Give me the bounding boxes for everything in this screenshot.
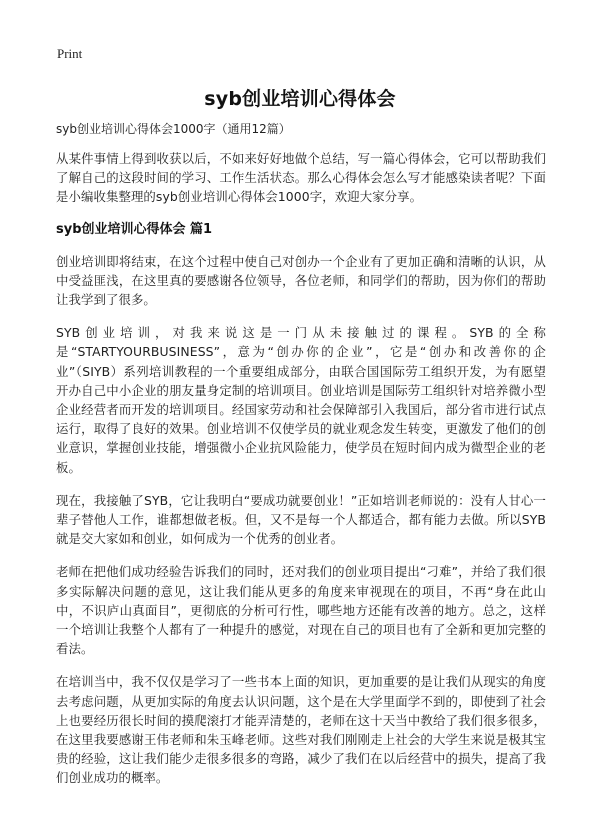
body-paragraph: SYB创业培训，对我来说这是一门从未接触过的课程。SYB的全称是“STARTYOURBUSINESS”，意为“创办你的企业”，它是“创办和改善你的企业”（SIYB）系列培训教程的一个重要组成部分，由联合国国际劳工组织开发，为有愿望开办自己中小企业的朋友量身定制的培训项目。创业培训是国际劳工组织针对培养微小型企业经营者而开发的培训项目。经国家劳动和社会保障部引入我国后，部分省市进行试点运行，取得了良好的效果。创业培训不仅使学员的就业观念发生转变，更激发了他们的创业意识，掌握创业技能，增强微小企业抗风险能力，使学员在短时间内成为微型企业的老板。 — [56, 325, 546, 475]
body-paragraph: 创业培训即将结束，在这个过程中使自己对创办一个企业有了更加正确和清晰的认识，从中受益匪浅，在这里真的要感谢各位领导，各位老师，和同学们的帮助，因为你们的帮助让我学到了很多。 — [56, 253, 546, 308]
print-link[interactable]: Print — [57, 46, 83, 61]
body-paragraph: 老师在把他们成功经验告诉我们的同时，还对我们的创业项目提出“刁难”，并给了我们很多实际解决问题的意见，这让我们能从更多的角度来审视现在的项目，不再“身在此山中，不识庐山真面目”，更彻底的分析可行性，哪些地方还能有改善的地方。总之，这样一个培训让我整个人都有了一种提升的感觉，对现在自己的项目也有了全新和更加完整的看法。 — [56, 564, 546, 657]
intro-paragraph: 从某件事情上得到收获以后，不如来好好地做个总结，写一篇心得体会，它可以帮助我们了解自己的这段时间的学习、工作生活状态。那么心得体会怎么写才能感染读者呢？下面是小编收集整理的syb创业培训心得体会1000字，欢迎大家分享。 — [56, 151, 546, 205]
body-paragraph: 在培训当中，我不仅仅是学习了一些书本上面的知识，更加重要的是让我们从现实的角度去考虑问题，从更加实际的角度去认识问题，这个是在大学里面学不到的，即使到了社会上也要经历很长时间的摸爬滚打才能弄清楚的，老师在这十天当中教给了我们很多很多，在这里我要感谢王伟老师和朱玉峰老师。这些对我们刚刚走上社会的大学生来说是极其宝贵的经验，这让我们能少走很多很多的弯路，减少了我们在以后经营中的损失，提高了我们创业成功的概率。 — [56, 674, 546, 786]
article-subtitle: syb创业培训心得体会1000字（通用12篇） — [56, 122, 291, 136]
section-heading: syb创业培训心得体会 篇1 — [56, 221, 213, 237]
body-paragraph: 现在，我接触了SYB，它让我明白“要成功就要创业！”正如培训老师说的：没有人甘心一辈子替他人工作，谁都想做老板。但，又不是每一个人都适合，都有能力去做。所以SYB就是交大家如和创业，如何成为一个优秀的创业者。 — [56, 492, 546, 547]
article-body — [56, 120, 546, 802]
page-title: syb创业培训心得体会 — [204, 88, 396, 110]
